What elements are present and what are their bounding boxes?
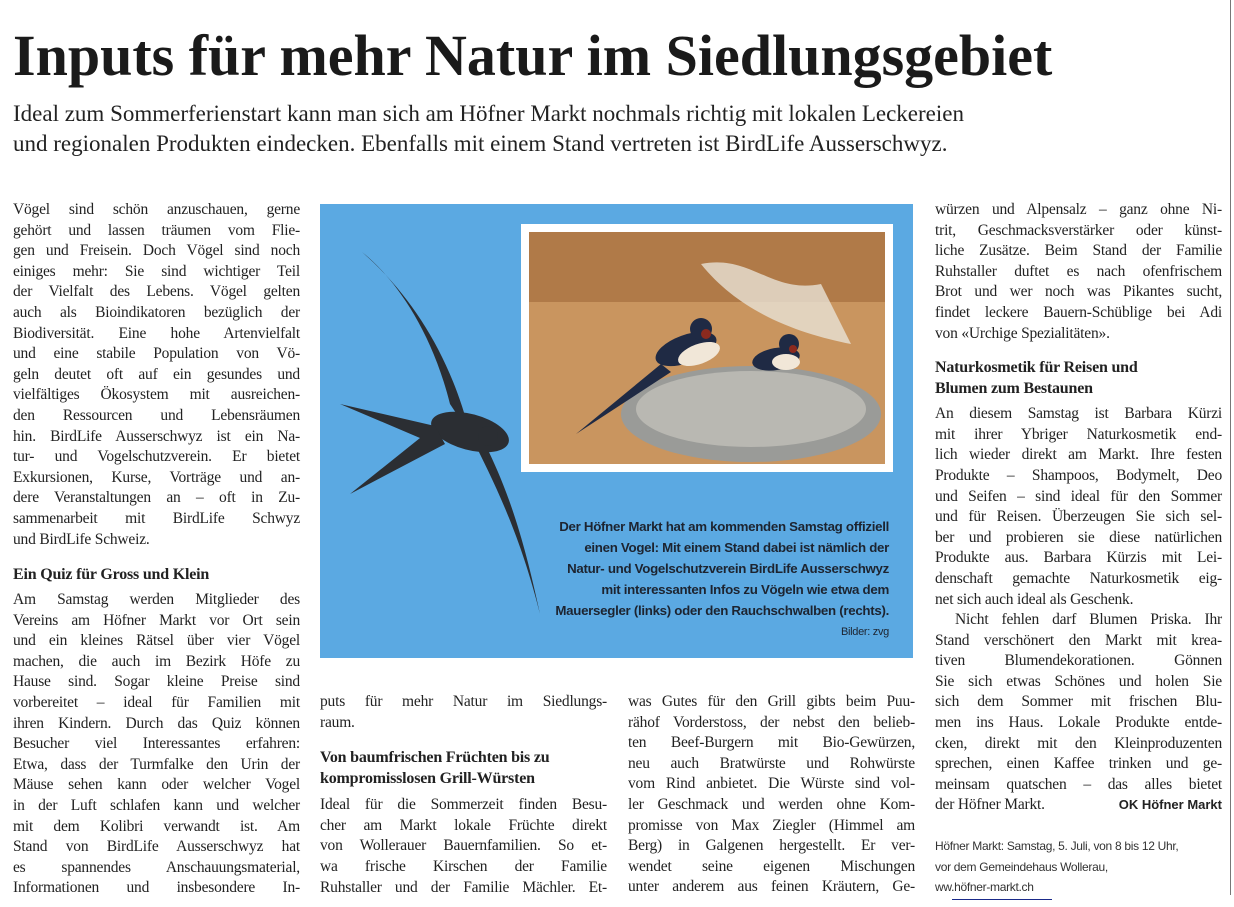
text-line: meinsam quatschen – das alles bietet <box>935 775 1222 793</box>
text-line: dere Veranstaltungen an – oft in Zu- <box>13 489 300 507</box>
text-line: sammenarbeit mit BirdLife Schwyz <box>13 509 300 527</box>
text-line: Exkursionen, Kurse, Vorträge und an- <box>13 468 300 486</box>
text-line: Stand von BirdLife Ausserschwyz hat <box>13 838 300 856</box>
heading-line: Ein Quiz für Gross und Klein <box>13 566 210 584</box>
text-line: machen, die auch im Bezirk Höfe zu <box>13 652 300 670</box>
text-line: Am Samstag werden Mitglieder des <box>13 591 300 609</box>
text-line: Biodiversität. Eine hohe Artenvielfalt <box>13 324 300 342</box>
text-line: cken, direkt mit den Kleinproduzenten <box>935 734 1222 752</box>
text-line: tur- und Vogelschutzverein. Er bietet <box>13 448 300 466</box>
text-line: Stand verschönert den Markt mit krea- <box>935 631 1222 649</box>
text-line: cher am Markt lokale Früchte direkt <box>320 816 607 834</box>
paragraph <box>628 692 915 898</box>
text-line: und für Reisen. Überzeugen Sie sich sel- <box>935 508 1222 526</box>
event-website-link[interactable]: ww.höfner-markt.ch <box>935 880 1034 894</box>
text-line: vorbereitet – ideal für Familien mit <box>13 694 300 712</box>
link-underline <box>952 899 1052 900</box>
text-line: und Seifen – sind ideal für den Sommer <box>935 487 1222 505</box>
text-line: wendet seine eigenen Mischungen <box>628 857 915 875</box>
event-location-text: vor dem Gemeindehaus Wollerau, <box>935 859 1108 874</box>
text-line: Ruhstaller und der Familie Mächler. Et- <box>320 878 607 896</box>
text-line: wa frische Kirschen der Familie <box>320 857 607 875</box>
text-line: Sie sich etwas Schönes und holen Sie <box>935 672 1222 690</box>
text-line: unter anderem aus feinen Kräutern, Ge- <box>628 878 915 896</box>
swallows-photo <box>521 224 893 472</box>
text-line: was Gutes für den Grill gibts beim Puu- <box>628 693 915 710</box>
text-line: rähof Vorderstoss, der nebst den belieb- <box>628 713 915 731</box>
section-heading <box>935 357 1222 399</box>
event-info-box <box>935 836 1222 898</box>
text-line: Hause sind. Sogar kleine Preise sind <box>13 673 300 691</box>
text-line: gen und Freisein. Doch Vögel sind noch <box>13 242 300 260</box>
heading-line: Naturkosmetik für Reisen und <box>935 359 1138 377</box>
text-line: und eine stabile Population von Vö- <box>13 345 300 363</box>
text-line: ber und probieren sie diese natürlichen <box>935 528 1222 546</box>
caption-line: mit interessanten Infos zu Vögeln wie etwa dem <box>601 582 889 597</box>
paragraph <box>13 200 300 550</box>
text-line: geln deutet oft auf ein gesundes und <box>13 365 300 383</box>
text-line: trit, Geschmacksverstärker oder künst- <box>935 221 1222 239</box>
text-line: Besucher viel Interessantes erfahren: <box>13 735 300 753</box>
text-line: und ein kleines Rätsel über vier Vögel <box>13 632 300 650</box>
text-line: und BirdLife Schweiz. <box>13 530 150 548</box>
article-lead-line: Ideal zum Sommerferienstart kann man sich am Höfner Markt nochmals richtig mit lokalen Leckereien <box>13 101 964 126</box>
caption-line: einen Vogel: Mit einem Stand dabei ist nämlich der <box>584 540 889 555</box>
text-line: von «Urchige Spezialitäten». <box>935 324 1110 342</box>
text-line: neu auch Bratwürste und Rohwürste <box>628 754 915 772</box>
photo-credit: Bilder: zvg <box>840 626 889 638</box>
text-line: mit dem Kolibri verwandt ist. Am <box>13 817 300 835</box>
text-line: einiges mehr: Sie sind wichtiger Teil <box>13 262 300 280</box>
column-rule <box>1230 0 1231 895</box>
text-line: findet leckere Bauern-Schüblige bei Adi <box>935 303 1222 321</box>
text-line: ihren Kindern. Durch das Quiz können <box>13 714 300 732</box>
caption-line: Mauersegler (links) oder den Rauchschwalben (rechts). <box>555 603 889 618</box>
text-line: promisse von Max Ziegler (Himmel am <box>628 816 915 834</box>
text-line: Vereins am Höfner Markt vor Ort sein <box>13 611 300 629</box>
text-line: Informationen und insbesondere In- <box>13 879 300 897</box>
text-line: Vögel sind schön anzuschauen, gerne <box>13 201 300 218</box>
text-line-content: der Höfner Markt. <box>935 796 1045 814</box>
author-signature: OK Höfner Markt <box>1118 797 1222 813</box>
text-line: vielfältiges Ökosystem mit ausreichen- <box>13 386 300 404</box>
heading-line: Blumen zum Bestaunen <box>935 380 1093 398</box>
text-line: vom Rind anbietet. Die Würste sind vol- <box>628 775 915 793</box>
text-line: Ideal für die Sommerzeit finden Besu- <box>320 796 607 814</box>
text-line: würzen und Alpensalz – ganz ohne Ni- <box>935 201 1222 218</box>
text-line: Produkte – Shampoos, Bodymelt, Deo <box>935 466 1222 484</box>
text-line: tiven Blumendekorationen. Gönnen <box>935 652 1222 670</box>
text-line: raum. <box>320 713 355 731</box>
article-column-1 <box>13 200 300 899</box>
photo-caption <box>509 516 889 643</box>
paragraph <box>935 200 1222 344</box>
text-line: ler Geschmack und werden ohne Kom- <box>628 795 915 813</box>
text-line: hin. BirdLife Ausserschwyz ist ein Na- <box>13 427 300 445</box>
caption-line: Der Höfner Markt hat am kommenden Samstag offiziell <box>559 519 889 534</box>
article-column-4 <box>935 200 1222 816</box>
text-line: An diesem Samstag ist Barbara Kürzi <box>935 405 1222 423</box>
text-line: puts für mehr Natur im Siedlungs- <box>320 693 607 710</box>
text-line: Ruhstaller duftet es nach ofenfrischem <box>935 262 1222 280</box>
text-line: den Ressourcen und Lebensräumen <box>13 406 300 424</box>
article-lead-line: und regionalen Produkten eindecken. Ebenfalls mit einem Stand vertreten ist BirdLife Ausserschwyz. <box>13 131 948 156</box>
text-line: auch als Bioindikatoren bezüglich der <box>13 303 300 321</box>
paragraph <box>935 610 1222 816</box>
caption-line: Natur- und Vogelschutzverein BirdLife Ausserschwyz <box>567 561 889 576</box>
article-column-3 <box>628 692 915 898</box>
text-line: lich wieder direkt am Markt. Ihre festen <box>935 446 1222 464</box>
text-line: liche Zusätze. Beim Stand der Familie <box>935 242 1222 260</box>
text-line: es spannendes Anschauungsmaterial, <box>13 858 300 876</box>
text-line: Nicht fehlen darf Blumen Priska. Ihr <box>955 611 1222 629</box>
heading-line: Von baumfrischen Früchten bis zu <box>320 749 550 767</box>
text-line: ten Beef-Burgern mit Bio-Gewürzen, <box>628 734 915 752</box>
text-line: Produkte aus. Barbara Kürzis mit Lei- <box>935 549 1222 567</box>
text-line: Berg) in Galgenen hergestellt. Er ver- <box>628 837 915 855</box>
article-photo <box>320 204 913 658</box>
text-line: Mäuse sehen kann oder welcher Vogel <box>13 776 300 794</box>
text-line: Etwa, dass der Turmfalke den Urin der <box>13 755 300 773</box>
text-line: gehört und lassen träumen vom Flie- <box>13 221 300 239</box>
text-line: von Wollerauer Bauernfamilien. So et- <box>320 837 607 855</box>
section-heading <box>320 747 607 789</box>
text-line: in der Luft schlafen kann und welcher <box>13 797 300 815</box>
text-line: sprechen, einen Kaffee trinken und ge- <box>935 755 1222 773</box>
paragraph <box>13 590 300 899</box>
text-line: men ins Haus. Lokale Produkte entde- <box>935 714 1222 732</box>
paragraph <box>935 404 1222 610</box>
event-date-text: Höfner Markt: Samstag, 5. Juli, von 8 bis 12 Uhr, <box>935 839 1179 853</box>
text-line: Brot und wer noch was Pikantes sucht, <box>935 283 1222 301</box>
text-line: denschaft gemachte Naturkosmetik eig- <box>935 569 1222 587</box>
article-column-2 <box>320 692 607 898</box>
section-heading <box>13 564 300 585</box>
text-line: mit ihrer Ybriger Naturkosmetik end- <box>935 425 1222 443</box>
text-line: sich dem Sommer mit frischen Blu- <box>935 693 1222 711</box>
paragraph <box>320 692 607 733</box>
heading-line: kompromisslosen Grill-Würsten <box>320 770 535 788</box>
text-line: der Vielfalt des Lebens. Vögel gelten <box>13 283 300 301</box>
article-title: Inputs für mehr Natur im Siedlungsgebiet <box>13 23 1053 88</box>
text-line <box>935 795 1222 816</box>
paragraph <box>320 795 607 898</box>
text-line: net sich auch ideal als Geschenk. <box>935 590 1134 608</box>
swallows-nest-illustration-icon <box>521 224 893 472</box>
